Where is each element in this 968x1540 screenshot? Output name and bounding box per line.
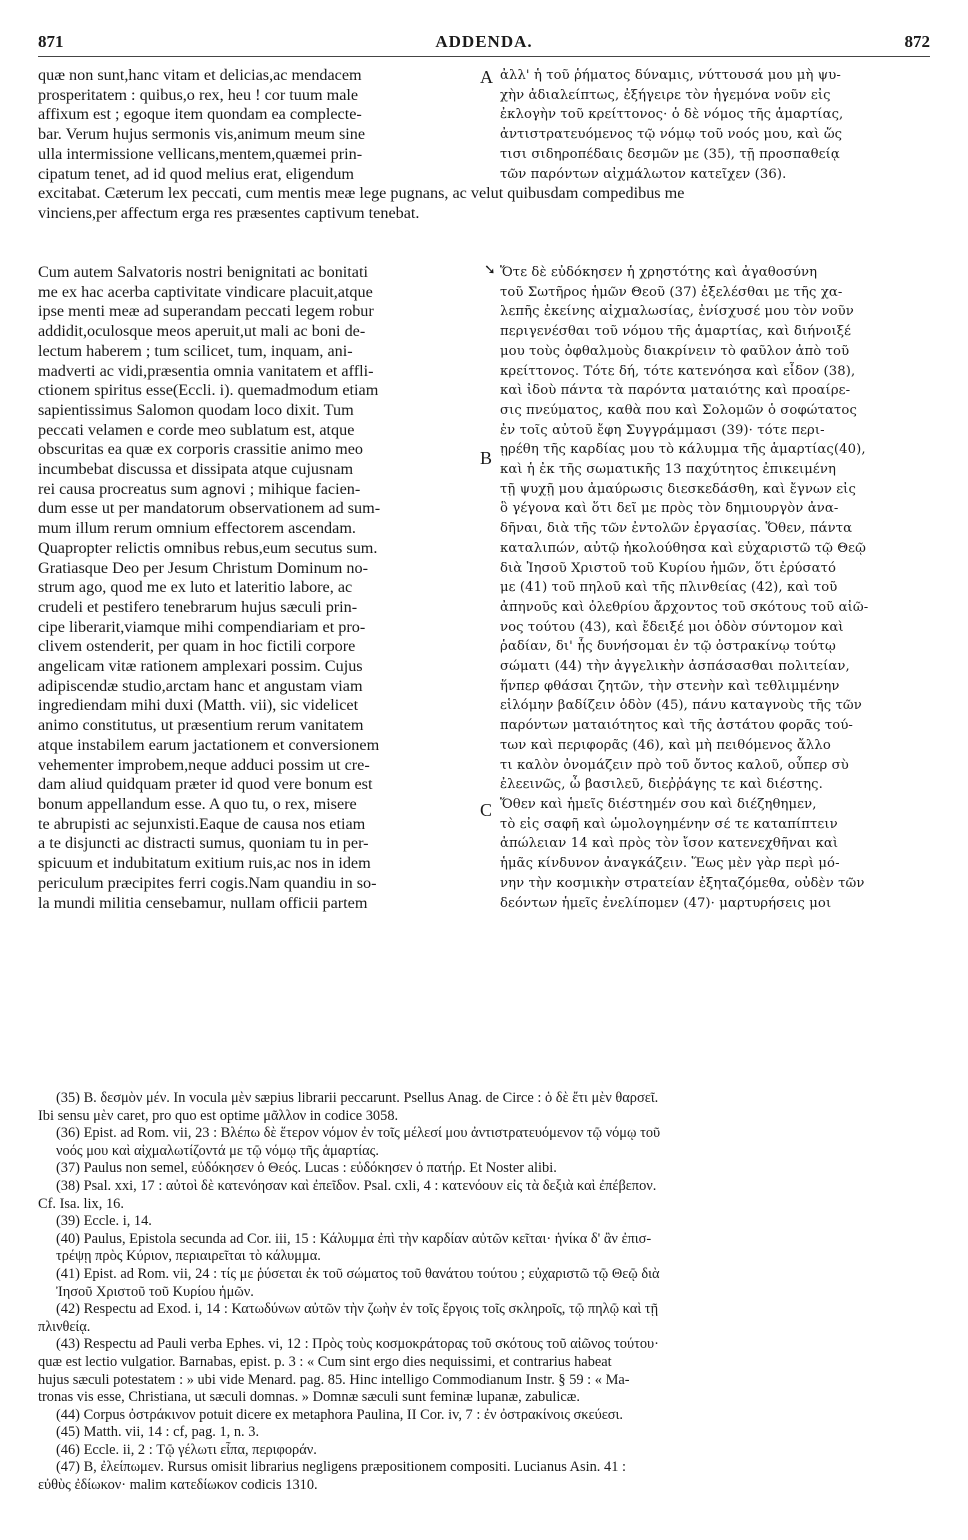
page-number-left: 871: [38, 32, 64, 51]
footnote-line: (38) Psal. xxi, 17 : αὐτοὶ δὲ κατενόησαν καὶ ἐπεῖδον. Psal. cxli, 4 : κατενόουν εἰς τὰ δεξιὰ καὶ ἐπέβεπον.: [56, 1177, 657, 1194]
page-header: [38, 32, 930, 58]
text-line: ἐν τοῖς αὐτοῦ ἔφη Συγγράμμασι (39)· τότε περι-: [500, 422, 825, 438]
text-line: κρείττονος. Τότε δή, τότε κατενόησα καὶ εἶδον (38),: [500, 363, 856, 379]
footnote-line: Ibi sensu μὲν caret, pro quo est optime μᾶλλον in codice 3058.: [38, 1107, 399, 1124]
text-line: περιγενέσθαι τοῦ νόμου τῆς ἁμαρτίας, καὶ διήνοιξέ: [500, 324, 852, 340]
text-line: Gratiasque Deo per Jesum Christum Dominum no-: [38, 558, 368, 577]
footnote-line: (42) Respectu ad Exod. i, 14 : Κατωδύνων αὐτῶν τὴν ζωὴν ἐν τοῖς ἔργοις τοῖς σκληροῖς, τῷ πηλῷ καὶ τῇ: [56, 1301, 659, 1318]
text-line: me ex hac acerba captivitate vindicare placuit,atque: [38, 282, 373, 301]
text-line: strum ago, quod me ex luto et lateritio labore, ac: [38, 578, 353, 597]
text-line: σις πνεύματος, καθὰ που καὶ Σολομῶν ὁ σοφώτατος: [500, 402, 857, 418]
text-line: rei causa procreatus sum agnovi ; mihique facien-: [38, 479, 361, 498]
text-line: crudeli et pestifero tenebrarum hujus sæculi prin-: [38, 597, 358, 616]
text-line: χὴν ἀδιαλείπτως, ἐξήγειρε τὸν ἡγεμόνα νοῦν εἰς: [500, 87, 831, 103]
text-line: affixum est ; egoque item quondam ea complecte-: [38, 105, 362, 124]
text-line: spicuum et indubitatum exitium ruis,ac nos in idem: [38, 854, 371, 873]
text-line: atque instabilem earum jactationem et conversionem: [38, 735, 380, 754]
text-line: Quapropter relictis omnibus rebus,eum secutus sum.: [38, 538, 378, 557]
text-line: prosperitatem : quibus,o rex, heu ! cor tuum male: [38, 85, 359, 104]
text-line: peccati velamen e corde meo sublatum est, atque: [38, 420, 355, 439]
footnote-line: (40) Paulus, Epistola secunda ad Cor. iii, 15 : Κάλυμμα ἐπὶ τὴν καρδίαν αὐτῶν κεῖται· ἡνίκα δ' ἂν ἐπισ-: [56, 1230, 652, 1247]
text-line: periculum præcipites ferri cogis.Nam quandiu in so-: [38, 873, 377, 892]
footnote-line: Cf. Isa. lix, 16.: [38, 1195, 124, 1212]
text-line: cipatum tenet, ad id quod melius erat, eligendum: [38, 164, 355, 183]
text-line: ἥνπερ φθάσαι ζητῶν, τὴν στενὴν καὶ τεθλιμμένην: [500, 678, 840, 694]
text-line: vehementer improbem,neque adduci possim ut cre-: [38, 755, 370, 774]
header-rule: [38, 56, 930, 57]
running-title: ADDENDA.: [435, 32, 533, 51]
footnote-line: (44) Corpus ὀστράκινον potuit dicere ex metaphora Paulina, II Cor. iv, 7 : ἐν ὀστρακίνοις σκεύεσι.: [56, 1406, 623, 1423]
footnote-line: quæ est lectio vulgatior. Barnabas, epist. p. 3 : « Cum sint ergo dies nequissimi, et contrarius habeat: [38, 1353, 612, 1370]
text-line: ῃρέθη τῆς καρδίας μου τὸ κάλυμμα τῆς ἁμαρτίας(40),: [500, 442, 866, 458]
text-line: τῇ ψυχῇ μου ἀμαύρωσις διεσκεδάσθη, καὶ ἔγνων εἰς: [500, 481, 856, 497]
text-line: lectum haberem ; tum scilicet, tum, inquam, ani-: [38, 341, 353, 360]
text-line: ipse menti meæ ad superandam peccati legem robur: [38, 302, 374, 321]
section-arrow-marker: ➘: [484, 263, 496, 278]
text-line: la mundi militia censebamur, nullam officii partem: [38, 893, 368, 912]
text-line: sapientissimus Salomon quodam loco dixit. Tum: [38, 400, 354, 419]
text-line: vinciens,per affectum erga res præsentes captivum tenebat.: [38, 203, 420, 222]
text-line: καὶ ἰδοὺ πάντα τὰ παρόντα ματαιότης καὶ προαίρε-: [500, 383, 851, 399]
text-line: νην τὴν κοσμικὴν στρατείαν ἐξηταζόμεθα, οὐδὲν τῶν: [500, 875, 865, 891]
text-line: dam aliud quidquam præter id quod vere bonum est: [38, 775, 373, 794]
text-line: δεόντων ἡμεῖς ἐνελίπομεν (47)· μαρτυρήσεις μοι: [500, 895, 832, 911]
footnote-line: tronas vis esse, Christiana, ut sæculi domnas. » Domnæ sæculi sunt feminæ lupanæ, zabulicæ.: [38, 1389, 581, 1406]
latin-full-width-text: [38, 184, 932, 223]
footnote-line: hujus sæculi potestatem : » ubi vide Menard. pag. 85. Hinc intelligo Commodianum Instr. § 59 : « Ma-: [38, 1371, 630, 1388]
text-line: ulla intermissione vellicans,mentem,quæmei prin-: [38, 144, 363, 163]
text-line: εἱλόμην βαδίζειν ὁδὸν (45), πάνυ καταγνοὺς τῆς τῶν: [500, 698, 862, 714]
text-line: madverti ac vidi,præsentia omnia vanitatem et affli-: [38, 361, 374, 380]
section-marker-b: B: [480, 448, 493, 468]
text-line: a te disjuncti ac distracti sumus, quoniam tu in per-: [38, 834, 369, 853]
text-line: καὶ ἡ ἐκ τῆς σωματικῆς 13 παχύτητος ἐπικειμένη: [500, 462, 836, 478]
footnote-line: (35) B. δεσμὸν μέν. In vocula μὲν sæpius librarii peccarunt. Psellus Anag. de Circe : ὁ δὲ ἔτι μὲν θαρσεῖ.: [56, 1090, 659, 1106]
text-line: μου τοὺς ὀφθαλμοὺς διακρίνειν τὸ φαῦλον ἀπὸ τοῦ: [500, 343, 850, 359]
text-line: ctionem spiritus esse(Eccli. i). quemadmodum etiam: [38, 381, 379, 400]
text-line: clivem ostenderit, per quam in hoc fictili corpore: [38, 637, 356, 656]
text-line: te abrupisti ac sejunxisti.Eaque de causa nos etiam: [38, 814, 366, 833]
text-line: σώματι (44) τὴν ἀγγελικὴν ἀσπάσασθαι πολιτείαν,: [500, 659, 850, 675]
text-line: angelicam vitæ rationem amplexari possim. Cujus: [38, 657, 363, 676]
text-line: ἐκλογὴν τοῦ κρείττονος· ὁ δὲ νόμος τῆς ἁμαρτίας,: [500, 107, 844, 123]
greek-column-top: [500, 66, 932, 184]
text-line: τισι σιδηροπέδαις δεσμῶν με (35), τῇ προσπαθείᾳ: [500, 146, 840, 162]
text-line: excitabat. Cæterum lex peccati, cum mentis meæ lege pugnans, ac velut quibusdam compedibus me: [38, 184, 685, 202]
page-number-right: 872: [904, 32, 930, 51]
text-line: incumbebat discussa et dissipata atque cujusnam: [38, 460, 354, 479]
text-line: bonum appellandum esse. A quo tu, o rex, misere: [38, 794, 357, 813]
text-line: animo constitutus, ut præsentium rerum vanitatem: [38, 716, 364, 735]
text-line: mum illum rerum omnium effectorem ascendam.: [38, 519, 356, 538]
text-line: cipe liberarit,viamque mihi compendiariam et pro-: [38, 617, 366, 636]
latin-column-main: [38, 263, 470, 913]
text-line: ῥαδίαν, δι' ἧς δυνήσομαι ἐν τῷ ὀστρακίνῳ τούτῳ: [500, 639, 836, 655]
text-line: dum esse ut per mandatorum observationem ad sum-: [38, 499, 381, 518]
footnote-line: (45) Matth. vii, 14 : cf, pag. 1, n. 3.: [56, 1424, 260, 1441]
text-line: ἀλλ' ἡ τοῦ ῥήματος δύναμις, νύττουσά μου μὴ ψυ-: [500, 68, 841, 83]
footnote-line: (36) Epist. ad Rom. vii, 23 : Βλέπω δὲ ἕτερον νόμον ἐν τοῖς μέλεσί μου ἀντιστρατευόμενον τῷ νόμῳ τοῦ: [56, 1125, 661, 1142]
text-line: τῶν παρόντων αἰχμάλωτον κατεῖχεν (36).: [500, 166, 787, 182]
section-marker-c: C: [480, 800, 493, 820]
footnote-line: εὐθὺς ἐδίωκον· malim κατεδίωκον codicis 1310.: [38, 1477, 318, 1494]
text-line: ἀπώλειαν 14 καὶ πρὸς τὸν ἴσον κατενεχθῆναι καὶ: [500, 836, 839, 852]
footnote-line: (41) Epist. ad Rom. vii, 24 : τίς με ῥύσεται ἐκ τοῦ σώματος τοῦ θανάτου τούτου ; εὐχαριστῶ τῷ Θεῷ διὰ: [56, 1265, 660, 1282]
text-line: obscuritas ea quæ ex corporis crassitie animo meo: [38, 440, 364, 459]
text-line: με (41) τοῦ πηλοῦ καὶ τῆς πλινθείας (42), καὶ τοῦ: [500, 580, 838, 596]
text-line: Ὅτε δὲ εὐδόκησεν ἡ χρηστότης καὶ ἀγαθοσύνη: [500, 265, 818, 280]
text-line: λεπῆς ἐκείνης αἰχμαλωσίας, ἐνίσχυσέ μου τὸν νοῦν: [500, 304, 854, 320]
text-line: τὸ εἰς σαφῆ καὶ ὡμολογημένην σέ τε καταπίπτειν: [500, 816, 838, 832]
text-line: Cum autem Salvatoris nostri benignitati ac bonitati: [38, 263, 368, 281]
text-line: ἡμᾶς κίνδυνον ἀναγκάζειν. Ἕως μὲν γὰρ περὶ μό-: [500, 856, 840, 872]
text-line: διὰ Ἰησοῦ Χριστοῦ τοῦ Κυρίου ἡμῶν, ὅτι ἐρύσατό: [500, 560, 837, 576]
footnotes: [38, 1090, 932, 1495]
text-line: ingrediendam mihi duxi (Matth. vii), sic videlicet: [38, 696, 359, 715]
footnote-line: (37) Paulus non semel, εὐδόκησεν ὁ Θεός. Lucas : εὐδόκησεν ὁ πατήρ. Et Noster alibi.: [56, 1160, 557, 1177]
text-line: τοῦ Σωτῆρος ἡμῶν Θεοῦ (37) ἐξελέσθαι με τῆς χα-: [500, 284, 843, 300]
text-line: ἀντιστρατευόμενος τῷ νόμῳ τοῦ νοός μου, καὶ ὥς: [500, 127, 843, 143]
text-line: δῆναι, διὰ τῆς τῶν ἐντολῶν ἐργασίας. Ὅθεν, πάντα: [500, 521, 853, 537]
section-marker-a: A: [480, 67, 493, 87]
text-line: νος τούτου (43), καὶ ἔδειξέ μοι ὁδὸν σύντομον καὶ: [500, 619, 844, 635]
text-line: καταλιπών, αὐτῷ ἠκολούθησα καὶ εὐχαριστῶ τῷ Θεῷ: [500, 540, 866, 556]
text-line: ἐλεεινῶς, ὦ βασιλεῦ, διεῤῥάγης τε καὶ διέστης.: [500, 777, 823, 793]
latin-column-top: [38, 66, 470, 184]
footnote-line: νοός μου καὶ αἰχμαλωτίζοντά με τῷ νόμῳ τῆς ἁμαρτίας.: [56, 1142, 379, 1159]
text-line: bar. Verum hujus sermonis vis,animum meum sine: [38, 125, 366, 144]
greek-column-main: [500, 263, 932, 913]
text-line: παρόντων ματαιότητος καὶ τῆς ἀστάτου φορᾶς τού-: [500, 718, 853, 734]
text-line: των καὶ περιφορᾶς (46), καὶ μὴ πειθόμενος ἄλλο: [500, 737, 831, 753]
text-line: adipiscendæ studio,arctam hanc et angustam viam: [38, 676, 363, 695]
footnote-line: (47) B, ἐλείπωμεν. Rursus omisit librarius negligens præpositionem compositi. Lucianus Asin. 41 :: [56, 1459, 626, 1476]
footnote-line: τρέψῃ πρὸς Κύριον, περιαιρεῖται τὸ κάλυμμα.: [56, 1248, 321, 1265]
text-line: ὃ γέγονα καὶ ὅτι δεῖ με πρὸς τὸν δημιουργὸν ἀνα-: [500, 501, 839, 517]
text-line: τι καλὸν ὀνομάζειν πρὸ τοῦ ὄντος καλοῦ, οὗπερ σὺ: [500, 757, 849, 773]
footnote-line: (46) Eccle. ii, 2 : Τῷ γέλωτι εἶπα, περιφοράν.: [56, 1441, 317, 1458]
text-line: Ὅθεν καὶ ἡμεῖς διέστημέν σου καὶ διέζηθημεν,: [500, 796, 817, 812]
text-line: addidit,oculosque meos aperuit,ut mali ac boni de-: [38, 322, 366, 341]
footnote-line: (43) Respectu ad Pauli verba Ephes. vi, 12 : Πρὸς τοὺς κοσμοκράτορας τοῦ σκότους τοῦ αἰῶνος τούτου·: [56, 1336, 659, 1353]
text-line: quæ non sunt,hanc vitam et delicias,ac mendacem: [38, 66, 362, 84]
footnote-line: πλινθείᾳ.: [38, 1318, 91, 1335]
text-line: ἀπηνοῦς καὶ ὀλεθρίου ἄρχοντος τοῦ σκότους τοῦ αἰῶ-: [500, 599, 869, 615]
footnote-line: (39) Eccle. i, 14.: [56, 1213, 152, 1230]
footnote-line: Ἰησοῦ Χριστοῦ τοῦ Κυρίου ἡμῶν.: [56, 1283, 254, 1300]
